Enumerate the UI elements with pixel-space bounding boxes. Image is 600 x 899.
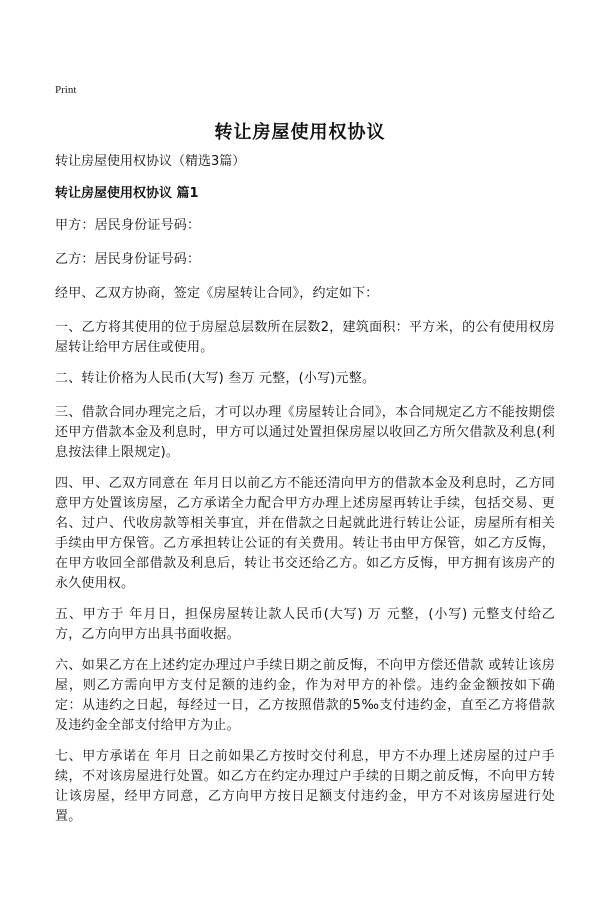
document-title: 转让房屋使用权协议 xyxy=(214,122,386,143)
clause-3: 三、借款合同办理完之后，才可以办理《房屋转让合同》，本合同规定乙方不能按期偿还甲方借款本金及利息时，甲方可以通过处置担保房屋以收回乙方所欠借款及利息(利息按法律上限规定)。 xyxy=(55,405,555,460)
clause-1: 一、乙方将其使用的位于房屋总层数所在层数2，建筑面积：平方米，的公有使用权房屋转让给甲方居住或使用。 xyxy=(55,320,555,355)
document-subtitle: 转让房屋使用权协议（精选3篇） xyxy=(55,154,246,169)
clause-2: 二、转让价格为人民币(大写) 叁万 元整，(小写)元整。 xyxy=(55,371,376,386)
agreement-intro: 经甲、乙双方协商，签定《房屋转让合同》，约定如下： xyxy=(55,286,379,301)
section-heading: 转让房屋使用权协议 篇1 xyxy=(55,186,199,201)
party-a-line: 甲方：居民身份证号码： xyxy=(55,218,201,233)
clause-7: 七、甲方承诺在 年月 日之前如果乙方按时交付利息，甲方不办理上述房屋的过户手续，不对该房屋进行处置。如乙方在约定办理过户手续的日期之前反悔，不向甲方转让该房屋，经甲方同意，乙方向甲方按日足额支付违约金，甲方不对该房屋进行处置。 xyxy=(55,749,555,824)
document-body xyxy=(55,152,555,838)
print-label: Print xyxy=(55,84,77,96)
clause-5: 五、甲方于 年月日，担保房屋转让款人民币(大写) 万 元整，(小写) 元整支付给乙方，乙方向甲方出具书面收据。 xyxy=(55,607,555,642)
clause-4: 四、甲、乙双方同意在 年月日以前乙方不能还清向甲方的借款本金及利息时，乙方同意甲方处置该房屋，乙方承诺全力配合甲方办理上述房屋再转让手续，包括交易、更名、过户、代收房款等相关事宜，并在借款之日起就此进行转让公证，房屋所有相关手续由甲方保管。乙方承担转让公证的有关费用。转让书由甲方保管，如乙方反悔，在甲方收回全部借款及利息后，转让书交还给乙方。如乙方反悔，甲方拥有该房产的永久使用权。 xyxy=(55,476,555,591)
party-b-line: 乙方：居民身份证号码： xyxy=(55,252,201,267)
clause-6: 六、如果乙方在上述约定办理过户手续日期之前反悔，不向甲方偿还借款 或转让该房屋，则乙方需向甲方支付足额的违约金，作为对甲方的补偿。违约金金额按如下确定：从违约之日起，每经过一日，乙方按照借款的5‰支付违约金，直至乙方将借款及违约金全部支付给甲方为止。 xyxy=(55,658,555,733)
